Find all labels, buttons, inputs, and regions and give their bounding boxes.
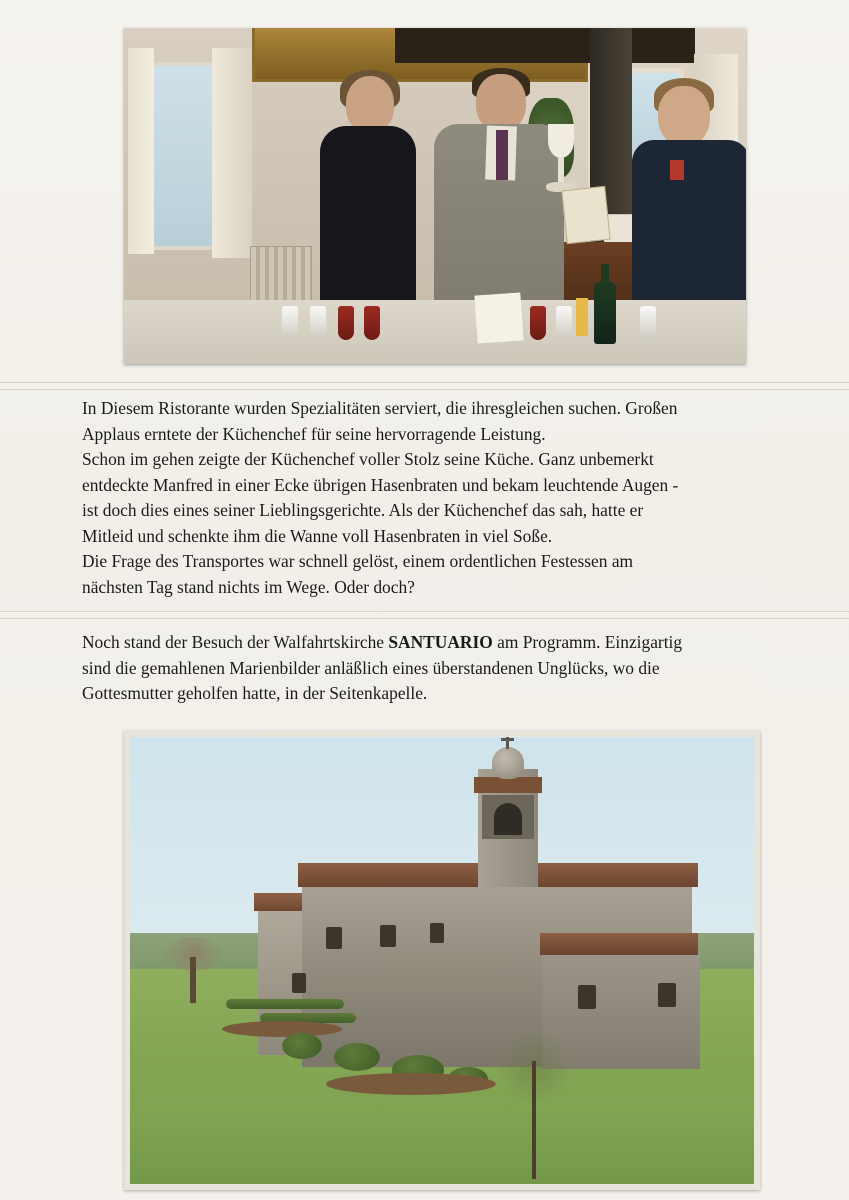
paragraph-line: [82, 630, 788, 656]
church-window: [430, 923, 444, 943]
bare-tree: [158, 933, 228, 1003]
garden-bush: [282, 1033, 322, 1059]
tree-trunk: [190, 957, 196, 1003]
head: [346, 76, 394, 132]
paragraph-line: Schon im gehen zeigte der Küchenchef voller Stolz seine Küche. Ganz unbemerkt: [82, 449, 654, 469]
church-window: [380, 925, 396, 947]
belfry-arch: [494, 803, 522, 835]
trophy-stem: [558, 158, 564, 184]
paragraph-line: Gottesmutter geholfen hatte, in der Seitenkapelle.: [82, 683, 428, 703]
church-annex-roof: [540, 933, 698, 955]
paragraph-line: sind die gemahlenen Marienbilder anläßlich eines überstandenen Unglücks, wo die: [82, 657, 660, 678]
tower-cupola: [492, 747, 524, 779]
santuario-church-photo: [124, 731, 760, 1190]
restaurant-award-photo: [124, 28, 746, 364]
wine-glass: [282, 306, 298, 340]
person-woman-left: [314, 76, 418, 326]
divider-line: [0, 611, 849, 612]
window-left: [142, 62, 222, 250]
paragraph-restaurant: [82, 396, 782, 600]
divider-line: [0, 618, 849, 619]
text-after-emphasis: am Programm. Einzigartig: [492, 632, 683, 652]
wine-glass: [556, 306, 572, 340]
wine-glass-red: [338, 306, 354, 340]
young-tree: [492, 1031, 578, 1179]
wine-glass: [310, 306, 326, 340]
divider-line: [0, 382, 849, 383]
wine-bottle: [594, 282, 616, 344]
tie: [496, 130, 508, 180]
paragraph-line: Mitleid und schenkte ihm die Wanne voll Hasenbraten in viel Soße.: [82, 525, 553, 546]
divider-line: [0, 389, 849, 390]
certificate: [561, 186, 610, 244]
wine-glass: [640, 306, 656, 340]
body: [320, 126, 416, 326]
church-window: [658, 983, 676, 1007]
tree-trunk: [532, 1061, 536, 1179]
folded-napkin: [474, 292, 523, 343]
wine-glass-red: [530, 306, 546, 340]
paragraph-line: ist doch dies eines seiner Lieblingsgerichte. Als der Küchenchef das sah, hatte er: [82, 500, 644, 520]
paragraph-line: Applaus erntete der Küchenchef für seine hervorragende Leistung.: [82, 423, 546, 444]
paragraph-santuario: [82, 630, 788, 707]
belfry-roof: [474, 777, 542, 793]
head: [658, 86, 710, 146]
trophy-cup: [548, 124, 574, 158]
paragraph-line: entdeckte Manfred in einer Ecke übrigen Hasenbraten und bekam leuchtende Augen -: [82, 474, 679, 495]
candle: [576, 298, 588, 336]
tower-cross: [506, 735, 509, 749]
text-before-emphasis: Noch stand der Besuch der Walfahrtskirche: [82, 632, 389, 652]
hedge-row: [226, 999, 344, 1009]
wine-glass-red: [364, 306, 380, 340]
garden-bush: [334, 1043, 380, 1071]
paragraph-line: nächsten Tag stand nichts im Wege. Oder doch?: [82, 576, 415, 597]
paragraph-line: In Diesem Ristorante wurden Spezialitäten serviert, die ihresgleichen suchen. Großen: [82, 398, 678, 418]
person-man-right: [632, 86, 746, 336]
church-window: [292, 973, 306, 993]
emphasis-santuario: SANTUARIO: [388, 632, 493, 652]
pocket-square: [670, 160, 684, 180]
curtain-left-inner: [212, 48, 252, 258]
flower-bed: [326, 1073, 496, 1095]
painting-canvas: [395, 28, 695, 63]
church-window: [578, 985, 596, 1009]
church-window: [326, 927, 342, 949]
paragraph-line: Die Frage des Transportes war schnell gelöst, einem ordentlichen Festessen am: [82, 551, 634, 571]
curtain-left-outer: [128, 48, 154, 254]
flower-bed: [222, 1021, 342, 1037]
